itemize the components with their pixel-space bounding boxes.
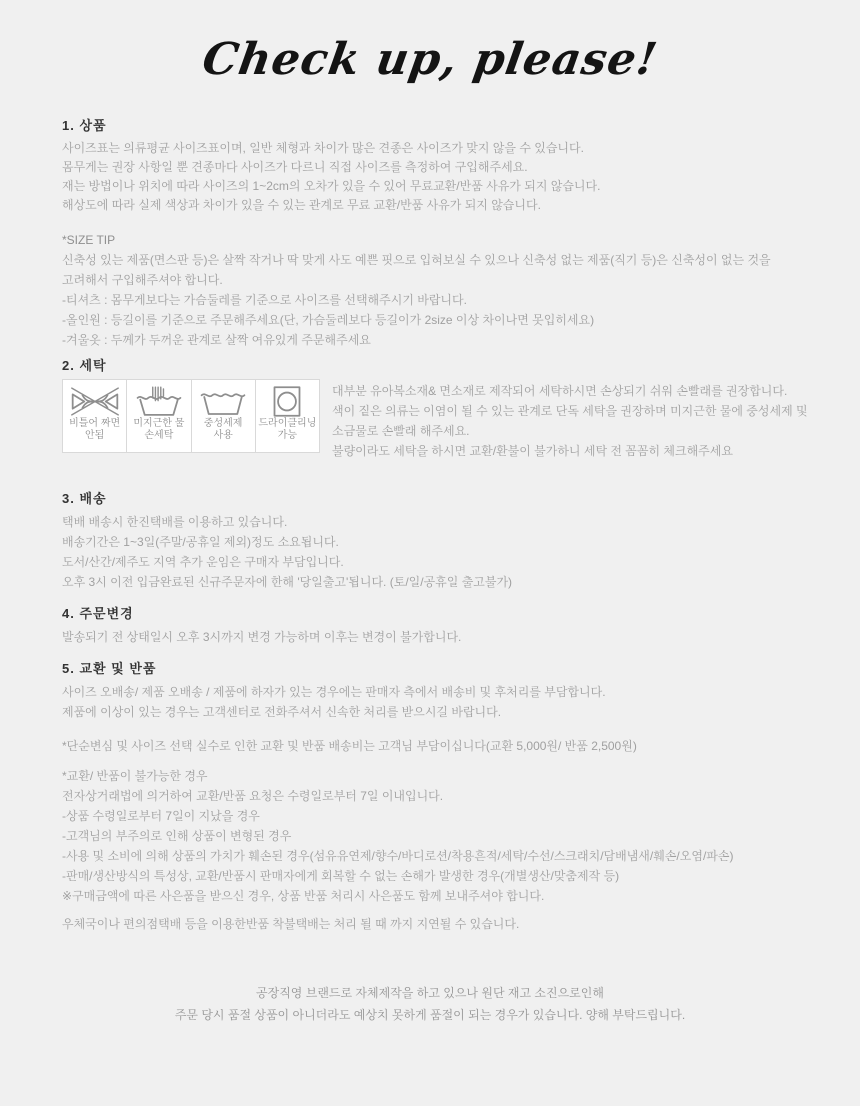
product-line: 해상도에 따라 실제 색상과 차이가 있을 수 있는 관계로 무료 교환/반품 사유가 되지 않습니다.	[62, 198, 541, 212]
care-label: 미지근한 물	[133, 418, 185, 429]
care-label: 안됨	[84, 430, 105, 441]
section-order-change	[62, 604, 824, 647]
shipping-line: 도서/산간/제주도 지역 추가 운임은 구매자 부담입니다.	[62, 555, 344, 569]
section-size-tip	[62, 230, 824, 350]
washing-line: 불량이라도 세탁을 하시면 교환/환불이 불가하니 세탁 전 꼼꼼히 체크해주세요	[332, 444, 733, 458]
not-allowed-line: -사용 및 소비에 의해 상품의 가치가 훼손된 경우(섬유유연제/향수/바디로션/착용흔적/세탁/수선/스크래치/담배냄새/훼손/오염/파손)	[62, 849, 734, 863]
care-cell-no-wring	[63, 380, 127, 452]
page-title	[0, 0, 860, 85]
size-tip-line: -올인원 : 등길이를 기준으로 주문해주세요(단, 가슴둘레보다 등길이가 2size 이상 차이나면 못입히세요)	[62, 313, 595, 327]
footer-notice	[0, 982, 860, 1026]
exchange-not-allowed	[62, 766, 824, 906]
exchange-line: 제품에 이상이 있는 경우는 고객센터로 전화주셔서 신속한 처리를 받으시길 바랍니다.	[62, 705, 502, 719]
not-allowed-line: 전자상거래법에 의거하여 교환/반품 요청은 수령일로부터 7일 이내입니다.	[62, 789, 444, 803]
care-label: 비틀어 짜면	[69, 418, 121, 429]
care-cell-dry-clean	[256, 380, 319, 452]
not-allowed-line: -상품 수령일로부터 7일이 지났을 경우	[62, 809, 260, 823]
exchange-not-allowed-heading: *교환/ 반품이 불가능한 경우	[62, 769, 208, 783]
product-line: 재는 방법이나 위치에 따라 사이즈의 1~2cm의 오차가 있을 수 있어 무료교환/반품 사유가 되지 않습니다.	[62, 179, 601, 193]
section-exchange-return	[62, 659, 824, 934]
care-label: 드라이클리닝	[258, 418, 317, 429]
washing-line: 대부분 유아복소재& 면소재로 제작되어 세탁하시면 손상되기 쉬워 손빨래를 권장합니다.	[332, 384, 788, 398]
section-product	[62, 116, 824, 215]
neutral-detergent-icon	[198, 385, 248, 418]
footer-line: 공장직영 브랜드로 자체제작을 하고 있으나 원단 재고 소진으로인해	[256, 986, 604, 1000]
washing-notes	[332, 379, 808, 461]
no-wring-icon	[70, 385, 120, 418]
size-tip-line: 고려해서 구입해주셔야 합니다.	[62, 273, 223, 287]
section-shipping-heading: 3. 배송	[62, 491, 107, 506]
care-label: 손세탁	[144, 430, 174, 441]
shipping-line: 오후 3시 이전 입금완료된 신규주문자에 한해 '당일출고'됩니다. (토/일/공휴일 출고불가)	[62, 575, 513, 589]
footer-line: 주문 당시 품절 상품이 아니더라도 예상치 못하게 품절이 되는 경우가 있습니다. 양해 부탁드립니다.	[174, 1008, 686, 1022]
shipping-line: 배송기간은 1~3일(주말/공휴일 제외)정도 소요됩니다.	[62, 535, 339, 549]
washing-line: 소금물로 손빨래 해주세요.	[332, 424, 470, 438]
dry-clean-icon	[262, 385, 312, 418]
order-change-line: 발송되기 전 상태일시 오후 3시까지 변경 가능하며 이후는 변경이 불가합니다.	[62, 630, 462, 644]
product-line: 몸무게는 권장 사항일 뿐 견종마다 사이즈가 다르니 직접 사이즈를 측정하여 구입해주세요.	[62, 160, 528, 174]
hand-wash-icon	[134, 385, 184, 418]
care-label: 중성세제	[203, 418, 243, 429]
product-line: 사이즈표는 의류평균 사이즈표이며, 일반 체형과 차이가 많은 견종은 사이즈가 맞지 않을 수 있습니다.	[62, 141, 584, 155]
size-tip-line: -겨울옷 : 두께가 두꺼운 관계로 살짝 여유있게 주문해주세요	[62, 333, 371, 347]
section-washing-heading: 2. 세탁	[62, 358, 107, 373]
section-exchange-return-heading: 5. 교환 및 반품	[62, 661, 157, 676]
section-washing	[62, 356, 824, 461]
size-tip-line: -티셔츠 : 몸무게보다는 가슴둘레를 기준으로 사이즈를 선택해주시기 바랍니다.	[62, 293, 467, 307]
care-label: 가능	[277, 430, 298, 441]
return-delay-note: 우체국이나 편의점택배 등을 이용한반품 착불택배는 처리 될 때 까지 지연될 수 있습니다.	[62, 917, 520, 931]
page-title-script: Check up, please!	[198, 34, 662, 85]
section-shipping	[62, 489, 824, 592]
washing-row	[62, 379, 824, 461]
not-allowed-line: -고객님의 부주의로 인해 상품이 변형된 경우	[62, 829, 292, 843]
section-order-change-heading: 4. 주문변경	[62, 606, 134, 621]
care-cell-neutral-detergent	[192, 380, 256, 452]
size-tip-line: 신축성 있는 제품(면스판 등)은 살짝 작거나 딱 맞게 사도 예쁜 핏으로 입혀보실 수 있으나 신축성 없는 제품(직기 등)은 신축성이 없는 것을	[62, 253, 771, 267]
not-allowed-line: -판매/생산방식의 특성상, 교환/반품시 판매자에게 회복할 수 없는 손해가 발생한 경우(개별생산/맞춤제작 등)	[62, 869, 620, 883]
size-tip-heading: *SIZE TIP	[62, 233, 116, 247]
care-label: 사용	[213, 430, 233, 441]
care-symbols-box	[62, 379, 320, 453]
section-product-heading: 1. 상품	[62, 118, 107, 133]
exchange-fee-note: *단순변심 및 사이즈 선택 실수로 인한 교환 및 반품 배송비는 고객님 부담이십니다(교환 5,000원/ 반품 2,500원)	[62, 739, 637, 753]
shipping-line: 택배 배송시 한진택배를 이용하고 있습니다.	[62, 515, 288, 529]
exchange-line: 사이즈 오배송/ 제품 오배송 / 제품에 하자가 있는 경우에는 판매자 측에서 배송비 및 후처리를 부담합니다.	[62, 685, 606, 699]
care-cell-hand-wash	[127, 380, 191, 452]
washing-line: 색이 짙은 의류는 이염이 될 수 있는 관계로 단독 세탁을 권장하며 미지근한 물에 중성세제 및	[332, 404, 808, 418]
not-allowed-line: ※구매금액에 따른 사은품을 받으신 경우, 상품 반품 처리시 사은품도 함께 보내주셔야 합니다.	[62, 889, 545, 903]
notice-content	[62, 116, 824, 934]
